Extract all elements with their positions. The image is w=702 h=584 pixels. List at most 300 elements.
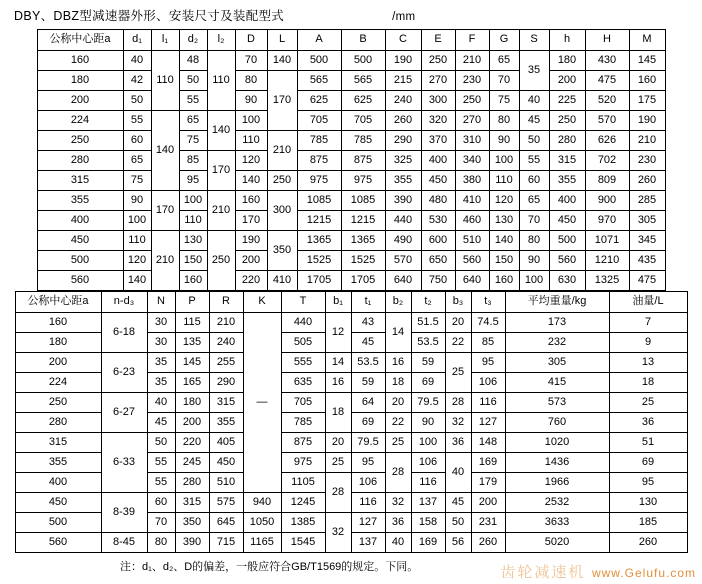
table-cell: 430 — [585, 51, 629, 71]
table-cell: 9 — [609, 333, 687, 353]
table-cell: 120 — [123, 251, 151, 271]
table-cell: 55 — [147, 473, 175, 493]
table-cell: 65 — [519, 191, 549, 211]
table-cell: 51.5 — [411, 313, 445, 333]
table-row — [15, 533, 687, 553]
column-header: M — [629, 30, 665, 51]
table-cell: 3633 — [505, 513, 609, 533]
table-cell: 18 — [609, 373, 687, 393]
table-cell: 970 — [585, 211, 629, 231]
table-cell: 450 — [37, 231, 123, 251]
table-cell: 6-27 — [101, 393, 147, 433]
table-cell: 290 — [385, 131, 421, 151]
table-cell: 1545 — [281, 533, 325, 553]
table-cell: 702 — [585, 151, 629, 171]
table-cell: 940 — [243, 493, 281, 513]
table-cell: 325 — [385, 151, 421, 171]
table-cell: 345 — [629, 231, 665, 251]
table-cell: 150 — [179, 251, 207, 271]
table-cell: 12 — [325, 313, 351, 353]
table-cell: 130 — [609, 493, 687, 513]
table-cell: 170 — [151, 191, 179, 231]
table-cell: 7 — [609, 313, 687, 333]
table-cell: 630 — [549, 271, 585, 291]
column-header: 公称中心距a — [37, 30, 123, 51]
table-cell: 50 — [147, 433, 175, 453]
table-cell: 210 — [455, 51, 489, 71]
table-cell: 415 — [505, 373, 609, 393]
table-cell: 165 — [175, 373, 209, 393]
table-cell: 140 — [235, 171, 267, 191]
table-cell: 14 — [325, 353, 351, 373]
table-cell: 18 — [385, 373, 411, 393]
table-cell: 575 — [209, 493, 243, 513]
table-cell: 180 — [175, 393, 209, 413]
table-cell: 250 — [455, 91, 489, 111]
table-cell: 270 — [455, 111, 489, 131]
table-cell: 40 — [123, 51, 151, 71]
table-cell: 170 — [267, 71, 297, 131]
table-cell: 705 — [297, 111, 341, 131]
table-cell: 40 — [519, 91, 549, 111]
table-cell: 1105 — [281, 473, 325, 493]
table-cell: 490 — [385, 231, 421, 251]
table-cell: 305 — [505, 353, 609, 373]
table-row — [15, 393, 687, 413]
table-cell: 785 — [341, 131, 385, 151]
table-cell: 8-45 — [101, 533, 147, 553]
table-cell: 450 — [549, 211, 585, 231]
table-cell: 480 — [421, 191, 455, 211]
table-cell: 180 — [37, 71, 123, 91]
table-cell: 190 — [235, 231, 267, 251]
table-cell: 40 — [385, 533, 411, 553]
table-cell: 65 — [123, 151, 151, 171]
table-cell: 640 — [455, 271, 489, 291]
table-cell: 140 — [123, 271, 151, 291]
table-cell: 225 — [549, 91, 585, 111]
table-cell: 1525 — [297, 251, 341, 271]
table-cell: 750 — [421, 271, 455, 291]
table-cell: 36 — [609, 413, 687, 433]
table-cell: 60 — [519, 171, 549, 191]
table-cell: 180 — [549, 51, 585, 71]
table-cell: 405 — [209, 433, 243, 453]
table-cell: 160 — [15, 313, 101, 333]
table-row — [37, 131, 665, 151]
table-cell: 110 — [123, 231, 151, 251]
table-cell: 169 — [471, 453, 505, 473]
table-cell: 14 — [385, 313, 411, 353]
table-cell: 169 — [411, 533, 445, 553]
table-cell: 75 — [489, 91, 519, 111]
table-cell: 59 — [411, 353, 445, 373]
table-cell: 370 — [421, 131, 455, 151]
table-cell: 450 — [209, 453, 243, 473]
table-cell: 75 — [179, 131, 207, 151]
table-cell: 400 — [549, 191, 585, 211]
table-cell: 290 — [209, 373, 243, 393]
table-row — [37, 211, 665, 231]
table-cell: 130 — [179, 231, 207, 251]
table-cell: 355 — [385, 171, 421, 191]
table-cell: 80 — [147, 533, 175, 553]
table-cell: 2532 — [505, 493, 609, 513]
table-cell: 975 — [281, 453, 325, 473]
table-cell: 1020 — [505, 433, 609, 453]
table-cell: 215 — [385, 71, 421, 91]
column-header: 公称中心距a — [15, 292, 101, 313]
column-header: E — [421, 30, 455, 51]
column-header: C — [385, 30, 421, 51]
table-cell: 1071 — [585, 231, 629, 251]
table-cell: 400 — [421, 151, 455, 171]
table-cell: 300 — [267, 191, 297, 231]
table-cell: 110 — [151, 51, 179, 111]
column-header: 平均重量/kg — [505, 292, 609, 313]
table-cell: 45 — [445, 493, 471, 513]
table-cell: 625 — [297, 91, 341, 111]
table-cell: 355 — [37, 191, 123, 211]
table-cell: 90 — [519, 251, 549, 271]
table-cell: 400 — [37, 211, 123, 231]
table-cell: 60 — [147, 493, 175, 513]
column-header: t₁ — [351, 292, 385, 313]
table-row — [37, 271, 665, 291]
column-header: n-d₃ — [101, 292, 147, 313]
table-cell: 505 — [281, 333, 325, 353]
table-cell: 305 — [629, 211, 665, 231]
column-header: T — [281, 292, 325, 313]
table-cell: 70 — [519, 211, 549, 231]
table-cell: 95 — [351, 453, 385, 473]
dimensions-table-2 — [15, 291, 688, 553]
table-cell: 75 — [123, 171, 151, 191]
table-cell: 645 — [209, 513, 243, 533]
table-cell: 80 — [235, 71, 267, 91]
table-cell: 85 — [179, 151, 207, 171]
table-cell: 785 — [297, 131, 341, 151]
table-cell: 90 — [411, 413, 445, 433]
column-header: l₂ — [207, 30, 235, 51]
column-header: L — [267, 30, 297, 51]
table-cell: 100 — [489, 151, 519, 171]
table-cell: 1705 — [341, 271, 385, 291]
table-cell: 250 — [37, 131, 123, 151]
table-cell: 530 — [421, 211, 455, 231]
column-header: P — [175, 292, 209, 313]
table-cell: 450 — [15, 493, 101, 513]
table-cell: 185 — [609, 513, 687, 533]
column-header: b₃ — [445, 292, 471, 313]
table-cell: 250 — [15, 393, 101, 413]
table-row — [37, 91, 665, 111]
table-cell: 270 — [421, 71, 455, 91]
table-cell: 145 — [175, 353, 209, 373]
table-cell: 320 — [421, 111, 455, 131]
table-cell: 500 — [341, 51, 385, 71]
table-cell: 127 — [471, 413, 505, 433]
table-cell: 260 — [385, 111, 421, 131]
table-cell: 115 — [175, 313, 209, 333]
table-cell: 69 — [411, 373, 445, 393]
table-cell: 179 — [471, 473, 505, 493]
table-cell: 475 — [585, 71, 629, 91]
table-cell: 625 — [341, 91, 385, 111]
table-cell: 25 — [385, 433, 411, 453]
table-cell: 53.5 — [351, 353, 385, 373]
table-cell: 79.5 — [351, 433, 385, 453]
table-cell: 1365 — [341, 231, 385, 251]
column-header: N — [147, 292, 175, 313]
table-cell: 42 — [123, 71, 151, 91]
column-header: t₃ — [471, 292, 505, 313]
table-cell: 120 — [235, 151, 267, 171]
column-header: F — [455, 30, 489, 51]
table-cell: 135 — [175, 333, 209, 353]
table-cell: 626 — [585, 131, 629, 151]
table-cell: 59 — [351, 373, 385, 393]
table-cell: 60 — [123, 131, 151, 151]
table-cell: 220 — [235, 271, 267, 291]
table-cell: 110 — [207, 51, 235, 111]
table-cell: 116 — [471, 393, 505, 413]
table-cell: 6-23 — [101, 353, 147, 393]
table-cell: 560 — [455, 251, 489, 271]
column-header: l₁ — [151, 30, 179, 51]
column-header: D — [235, 30, 267, 51]
table-header-row — [37, 30, 665, 51]
table-cell: 28 — [325, 473, 351, 513]
table-cell: 150 — [489, 251, 519, 271]
table-cell: 340 — [455, 151, 489, 171]
table-cell: 95 — [609, 473, 687, 493]
table-cell: 315 — [15, 433, 101, 453]
table-cell: 160 — [629, 71, 665, 91]
table-cell: 90 — [235, 91, 267, 111]
table-cell: 232 — [505, 333, 609, 353]
table-cell: 45 — [519, 111, 549, 131]
table-cell: 160 — [235, 191, 267, 211]
table-cell: 705 — [281, 393, 325, 413]
table-cell: 137 — [351, 533, 385, 553]
document-title — [0, 0, 702, 29]
table-cell: 6-33 — [101, 433, 147, 493]
title-main-text: DBY、DBZ型减速器外形、安装尺寸及装配型式 — [14, 9, 285, 23]
table-cell: 285 — [629, 191, 665, 211]
table-row — [15, 493, 687, 513]
table-cell: 310 — [455, 131, 489, 151]
column-header: d₁ — [123, 30, 151, 51]
table-cell: 158 — [411, 513, 445, 533]
table-cell: 280 — [15, 413, 101, 433]
table-cell: 85 — [471, 333, 505, 353]
table-cell: 55 — [519, 151, 549, 171]
table-cell: 25 — [609, 393, 687, 413]
table-cell: 51 — [609, 433, 687, 453]
table-cell: 55 — [147, 453, 175, 473]
table-row — [37, 231, 665, 251]
table-cell: 231 — [471, 513, 505, 533]
table-cell: 210 — [629, 131, 665, 151]
table-row — [15, 433, 687, 453]
table-cell: 565 — [297, 71, 341, 91]
table-cell: 450 — [421, 171, 455, 191]
table-cell: 560 — [37, 271, 123, 291]
table-cell: 110 — [179, 211, 207, 231]
table-cell: 148 — [471, 433, 505, 453]
table-cell: 1085 — [297, 191, 341, 211]
table-cell: 80 — [489, 111, 519, 131]
column-header: b₂ — [385, 292, 411, 313]
table-cell: 100 — [519, 271, 549, 291]
table-cell: 573 — [505, 393, 609, 413]
table-cell: 95 — [179, 171, 207, 191]
table-cell: 280 — [37, 151, 123, 171]
table-row — [15, 313, 687, 333]
table-cell: 6-18 — [101, 313, 147, 353]
table-cell: 1050 — [243, 513, 281, 533]
table-cell: 400 — [15, 473, 101, 493]
table-cell: 875 — [297, 151, 341, 171]
table-cell: 170 — [207, 151, 235, 191]
table-cell: 50 — [179, 71, 207, 91]
table-cell: 1385 — [281, 513, 325, 533]
table-cell: 22 — [445, 333, 471, 353]
table-cell: 705 — [341, 111, 385, 131]
column-header: b₁ — [325, 292, 351, 313]
table-cell: 210 — [207, 191, 235, 231]
table-cell: 410 — [267, 271, 297, 291]
table-cell: 500 — [37, 251, 123, 271]
table-cell: 116 — [351, 493, 385, 513]
column-header: h — [549, 30, 585, 51]
table-cell: 100 — [235, 111, 267, 131]
table-cell: 100 — [179, 191, 207, 211]
table-row — [37, 71, 665, 91]
table-cell: 1705 — [297, 271, 341, 291]
table-cell: 280 — [549, 131, 585, 151]
table-cell: 280 — [175, 473, 209, 493]
table-cell: 555 — [281, 353, 325, 373]
table-cell: 510 — [209, 473, 243, 493]
table-cell: 315 — [175, 493, 209, 513]
table-cell: 210 — [209, 313, 243, 333]
table-cell: 1215 — [297, 211, 341, 231]
table-cell: 160 — [179, 271, 207, 291]
table-cell: 22 — [385, 413, 411, 433]
table-cell: 106 — [351, 473, 385, 493]
title-unit-text: /mm — [392, 11, 416, 23]
table-cell: 70 — [235, 51, 267, 71]
table-cell: 80 — [519, 231, 549, 251]
table-cell: 200 — [175, 413, 209, 433]
table-cell: 200 — [471, 493, 505, 513]
table-cell: 160 — [37, 51, 123, 71]
table-cell: 106 — [411, 453, 445, 473]
table-cell: 975 — [297, 171, 341, 191]
table-cell: 180 — [15, 333, 101, 353]
table-cell: 65 — [489, 51, 519, 71]
table-cell: 255 — [209, 353, 243, 373]
table-cell: 110 — [235, 131, 267, 151]
table-cell: 35 — [519, 51, 549, 91]
table-cell: 70 — [147, 513, 175, 533]
table-cell: 250 — [421, 51, 455, 71]
table-row — [37, 191, 665, 211]
table-cell: 140 — [489, 231, 519, 251]
table-cell: 640 — [385, 271, 421, 291]
table-cell: 140 — [151, 111, 179, 191]
table-cell: 355 — [549, 171, 585, 191]
table-cell: 145 — [629, 51, 665, 71]
table-row — [37, 151, 665, 171]
table-cell: 20 — [385, 393, 411, 413]
table-cell: 350 — [175, 513, 209, 533]
table-cell: 250 — [207, 231, 235, 291]
table-cell: 200 — [37, 91, 123, 111]
table-cell: 1165 — [243, 533, 281, 553]
table-cell: 260 — [471, 533, 505, 553]
table-row — [37, 51, 665, 71]
table-cell: 440 — [281, 313, 325, 333]
table-cell: 50 — [123, 91, 151, 111]
table-cell: 315 — [37, 171, 123, 191]
table-cell: 127 — [351, 513, 385, 533]
table-cell: 36 — [385, 513, 411, 533]
table-cell: 315 — [549, 151, 585, 171]
table-cell: 210 — [267, 131, 297, 171]
table-cell: 190 — [385, 51, 421, 71]
column-header: A — [297, 30, 341, 51]
column-header: R — [209, 292, 243, 313]
table-cell: 8-39 — [101, 493, 147, 533]
table-cell: 53.5 — [411, 333, 445, 353]
table-cell: 32 — [385, 493, 411, 513]
table-cell: 1215 — [341, 211, 385, 231]
table-cell: 635 — [281, 373, 325, 393]
table-cell: 50 — [445, 513, 471, 533]
table-cell: 16 — [385, 353, 411, 373]
table-cell: 200 — [235, 251, 267, 271]
table-cell: 650 — [421, 251, 455, 271]
table-cell: 40 — [445, 453, 471, 493]
table-cell: 245 — [175, 453, 209, 473]
table-cell: 30 — [147, 333, 175, 353]
table-cell: — — [243, 313, 281, 493]
table-cell: 975 — [341, 171, 385, 191]
table-cell: 380 — [455, 171, 489, 191]
watermark-chinese: 齿轮减速机 — [500, 564, 586, 581]
table-cell: 20 — [445, 313, 471, 333]
column-header: H — [585, 30, 629, 51]
dimensions-table-1 — [37, 29, 666, 291]
table-cell: 48 — [179, 51, 207, 71]
table-cell: 500 — [549, 231, 585, 251]
table-cell: 220 — [175, 433, 209, 453]
table-cell: 30 — [147, 313, 175, 333]
table-cell: 240 — [385, 91, 421, 111]
table-cell: 16 — [325, 373, 351, 393]
table-cell: 13 — [609, 353, 687, 373]
table-row — [37, 251, 665, 271]
table-cell: 56 — [445, 533, 471, 553]
table-cell: 1245 — [281, 493, 325, 513]
table-cell: 260 — [609, 533, 687, 553]
table-cell: 190 — [629, 111, 665, 131]
table-cell: 35 — [147, 353, 175, 373]
table-cell: 140 — [207, 111, 235, 151]
